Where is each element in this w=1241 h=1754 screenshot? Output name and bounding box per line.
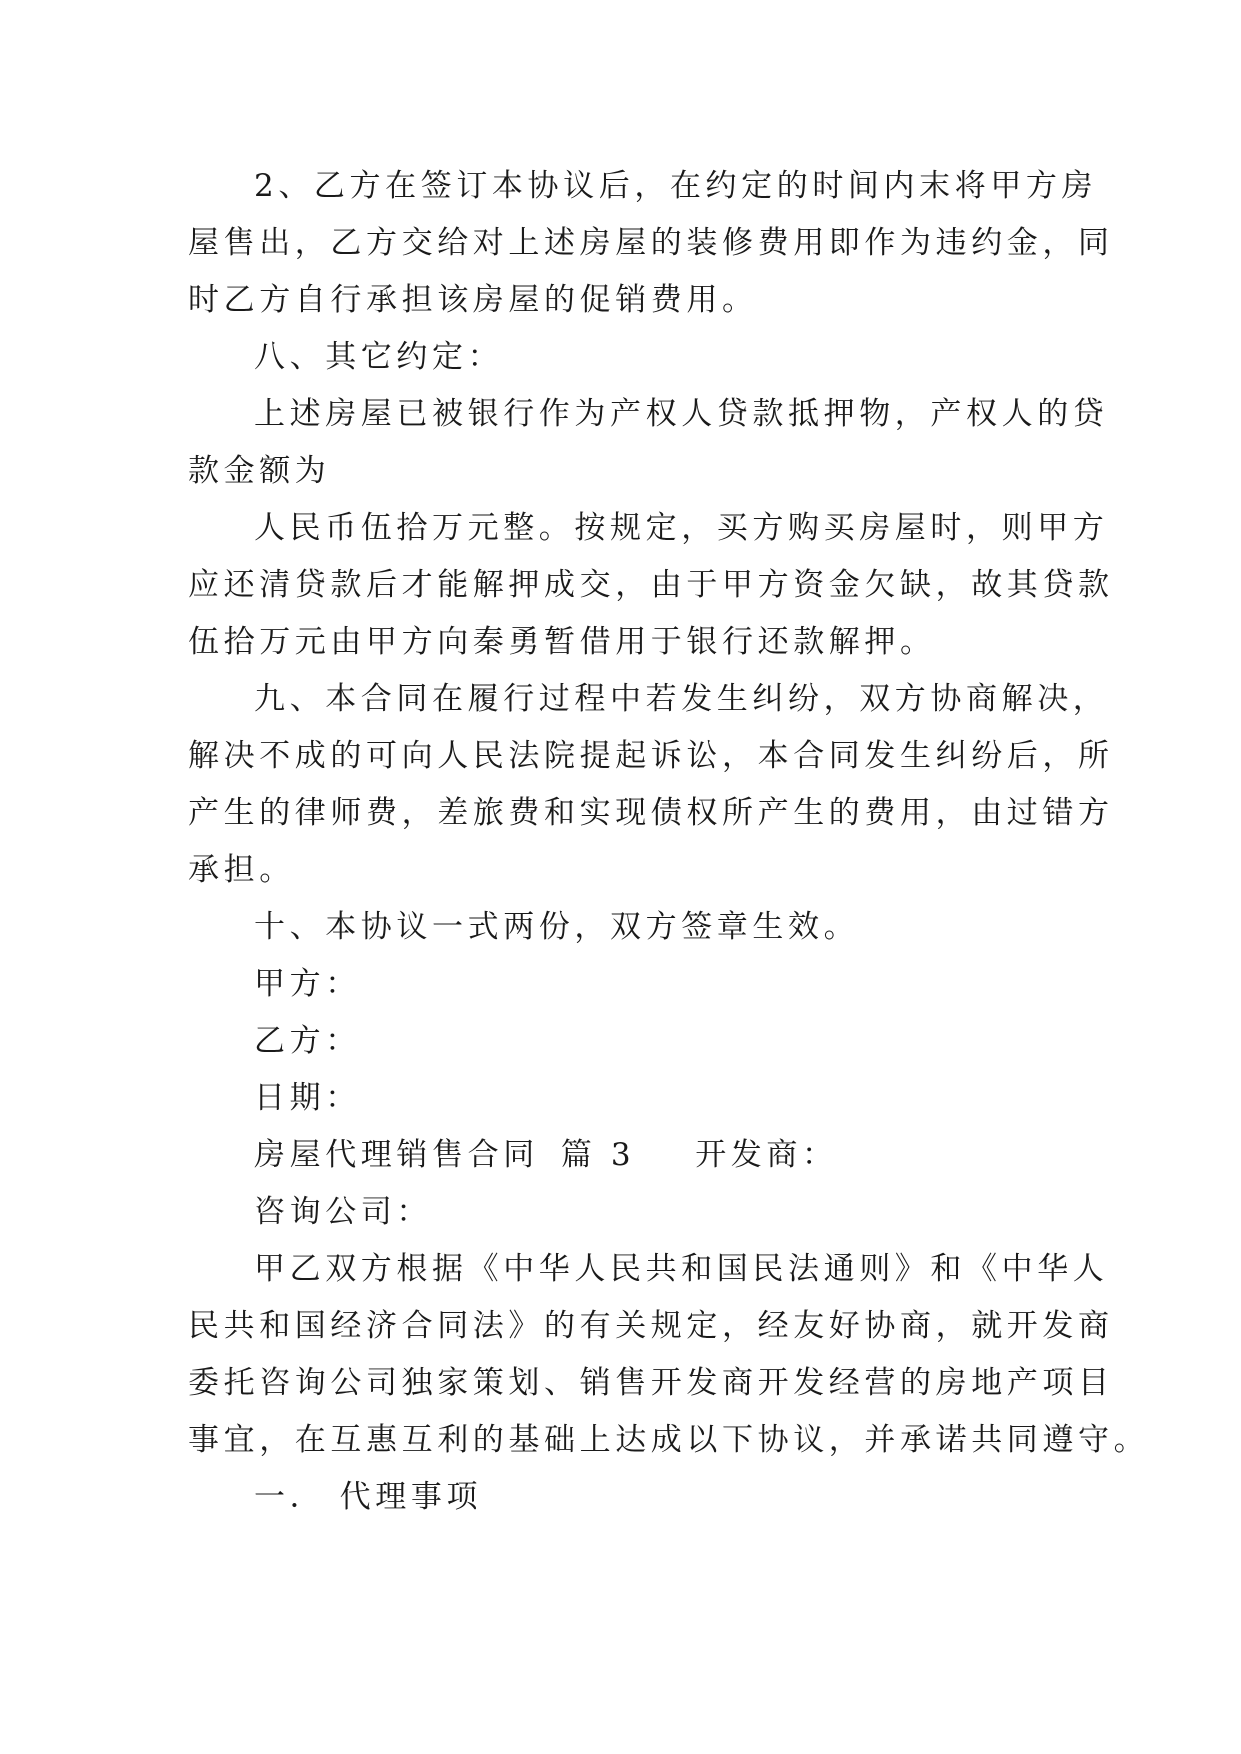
paragraph-line: 应还清贷款后才能解押成交，由于甲方资金欠缺，故其贷款 <box>188 567 1114 603</box>
signature-date: 日期： <box>254 1080 361 1116</box>
consultant-label: 咨询公司： <box>254 1194 432 1230</box>
clause-heading: 八、其它约定： <box>254 339 504 375</box>
paragraph-line: 民共和国经济合同法》的有关规定，经友好协商，就开发商 <box>188 1308 1114 1344</box>
paragraph-line: 上述房屋已被银行作为产权人贷款抵押物，产权人的贷 <box>254 396 1109 432</box>
paragraph-line: 屋售出，乙方交给对上述房屋的装修费用即作为违约金，同 <box>188 225 1114 261</box>
paragraph-line: 伍拾万元由甲方向秦勇暂借用于银行还款解押。 <box>188 624 936 660</box>
paragraph-line: 甲乙双方根据《中华人民共和国民法通则》和《中华人 <box>254 1251 1109 1287</box>
document-body <box>188 158 1150 1526</box>
section-heading <box>188 1127 1078 1184</box>
paragraph-line: 事宜，在互惠互利的基础上达成以下协议，并承诺共同遵守。 <box>188 1422 1150 1458</box>
clause-heading: 一． 代理事项 <box>254 1479 483 1515</box>
developer-label: 开发商： <box>695 1137 838 1173</box>
signature-party-a: 甲方： <box>254 966 361 1002</box>
paragraph-line: 款金额为 <box>188 453 331 489</box>
signature-party-b: 乙方： <box>254 1023 361 1059</box>
paragraph-line: 十、本协议一式两份，双方签章生效。 <box>254 909 860 945</box>
section-title: 房屋代理销售合同 <box>254 1137 539 1173</box>
paragraph-line: 产生的律师费，差旅费和实现债权所产生的费用，由过错方 <box>188 795 1114 831</box>
paragraph-line: 委托咨询公司独家策划、销售开发商开发经营的房地产项目 <box>188 1365 1114 1401</box>
section-number: 篇 3 <box>560 1137 636 1173</box>
paragraph-line: 解决不成的可向人民法院提起诉讼，本合同发生纠纷后，所 <box>188 738 1114 774</box>
paragraph-line: 2、乙方在签订本协议后，在约定的时间内末将甲方房 <box>254 168 1098 204</box>
paragraph-line: 时乙方自行承担该房屋的促销费用。 <box>188 282 758 318</box>
paragraph-line: 人民币伍拾万元整。按规定，买方购买房屋时，则甲方 <box>254 510 1109 546</box>
paragraph-line: 承担。 <box>188 852 295 888</box>
paragraph-line: 九、本合同在履行过程中若发生纠纷，双方协商解决， <box>254 681 1109 717</box>
